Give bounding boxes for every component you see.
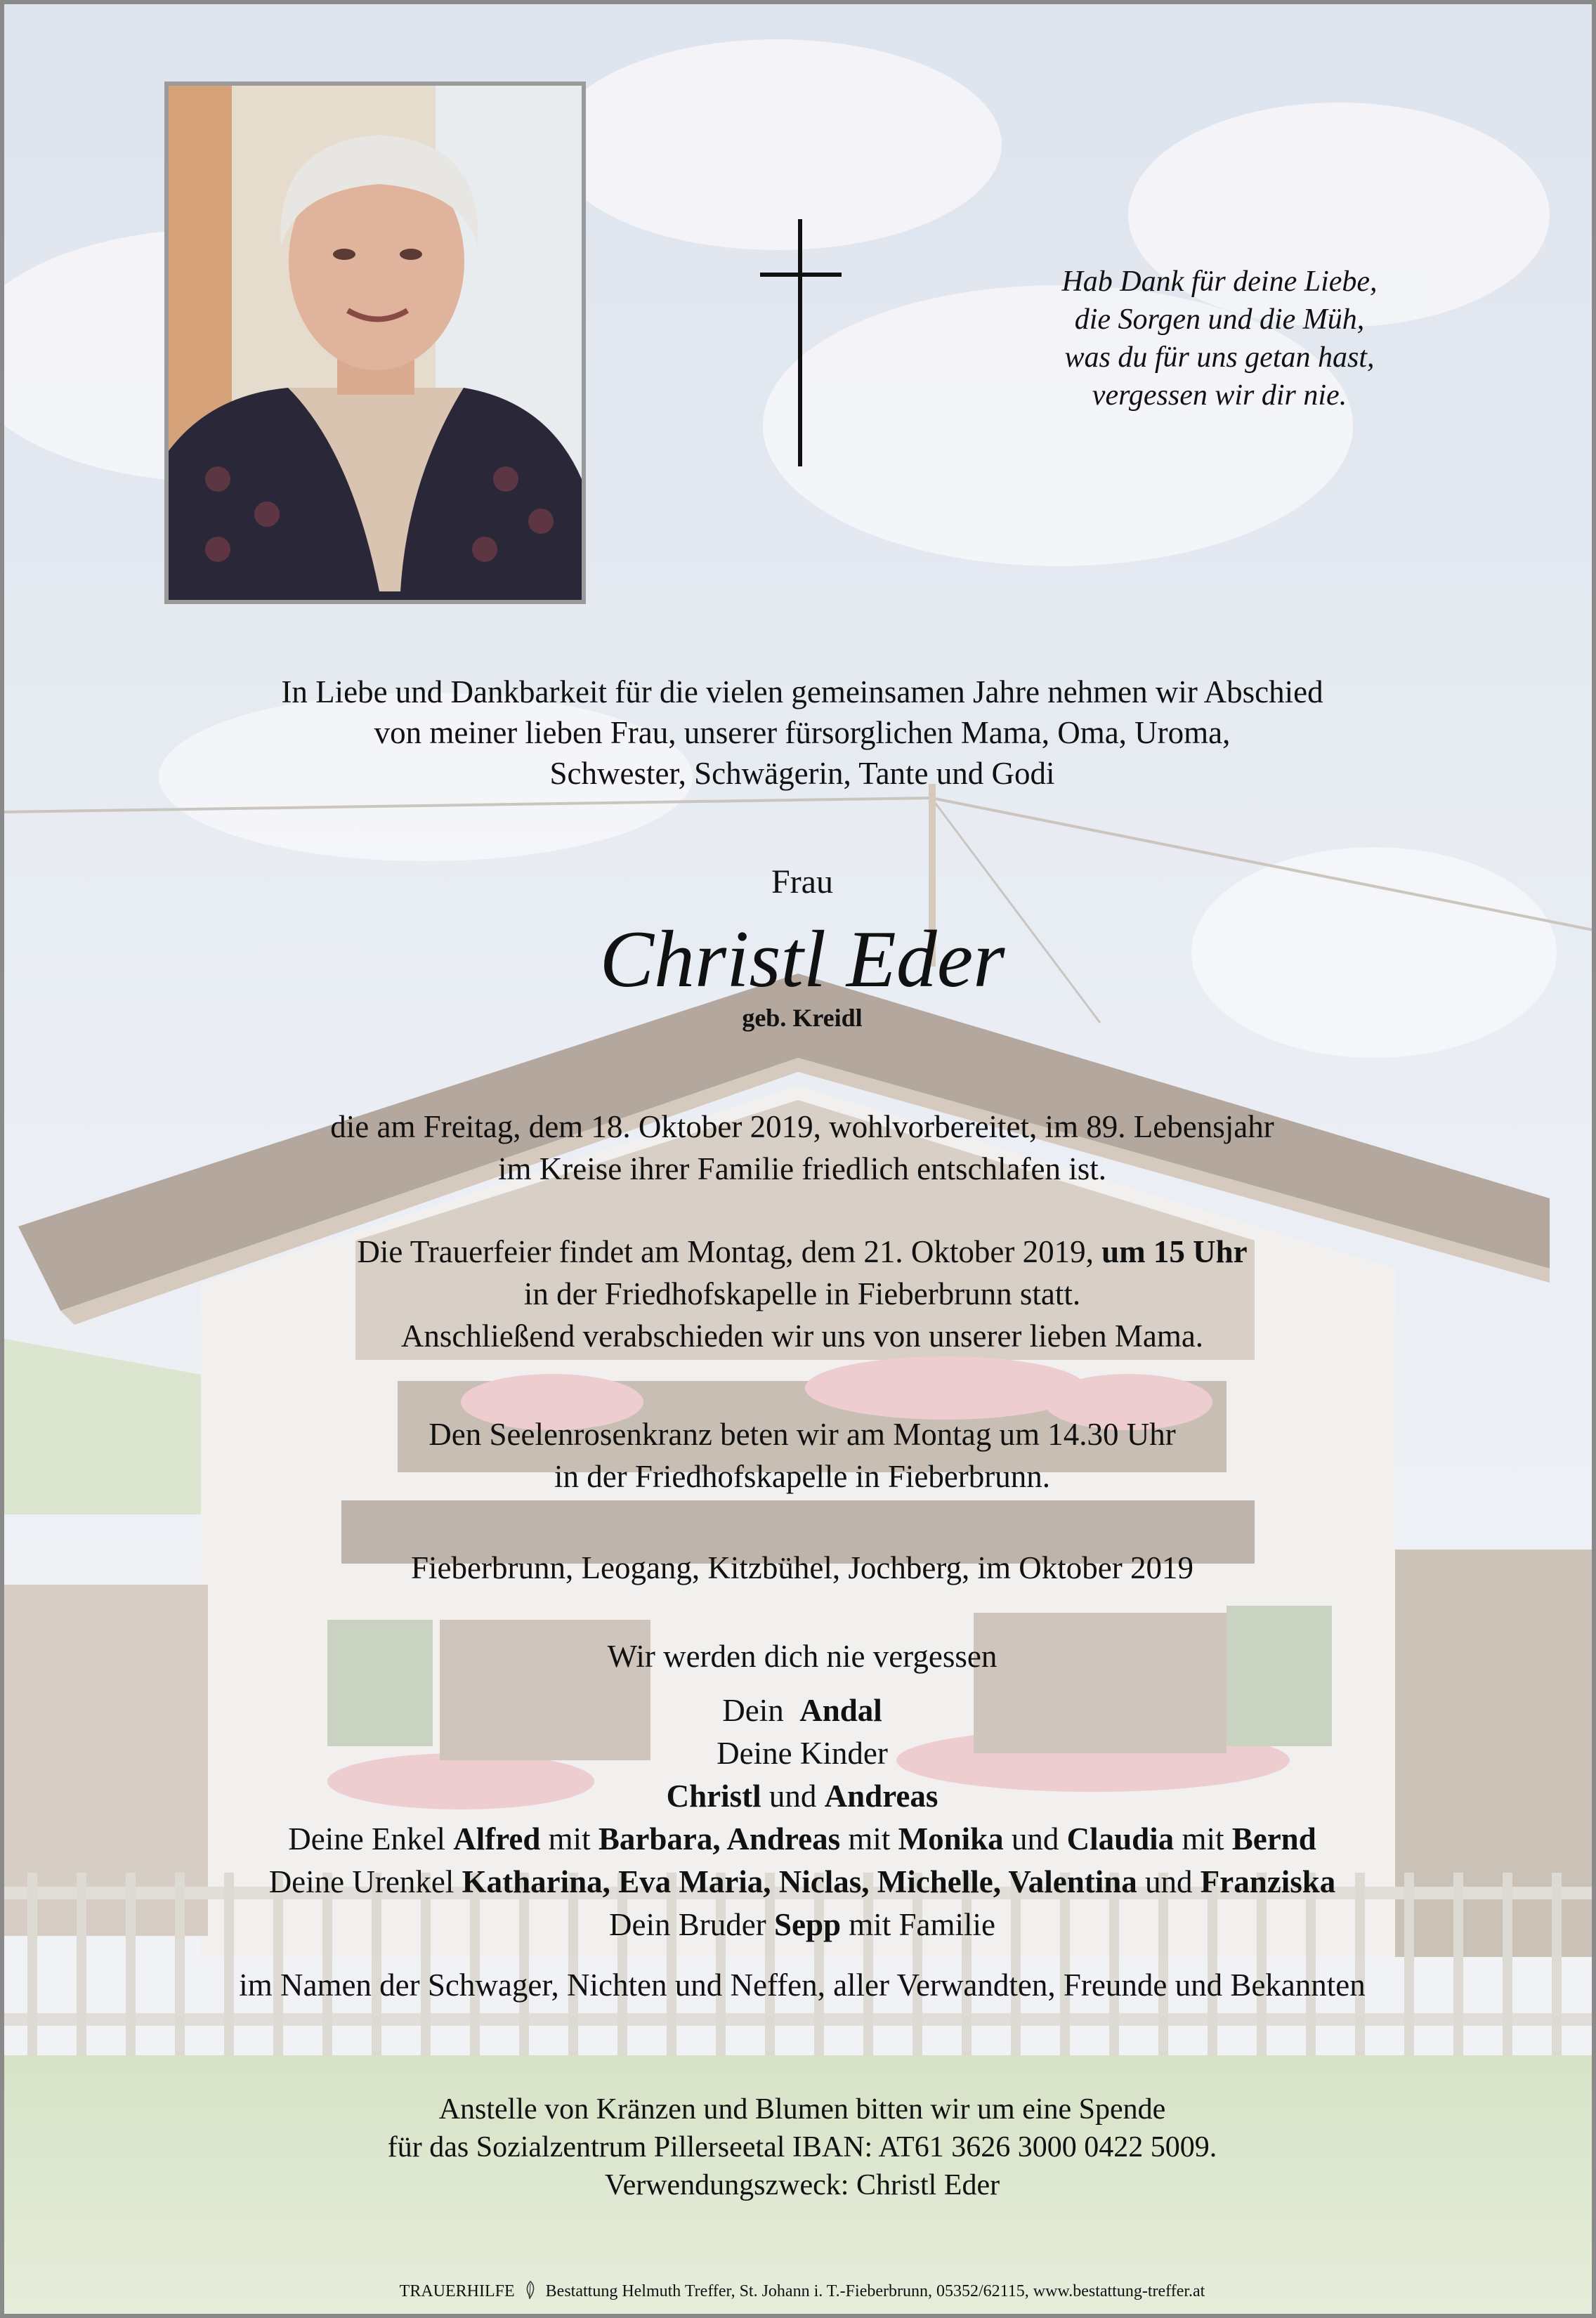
footer-text: Bestattung Helmuth Treffer, St. Johann i. T.-Fieberbrunn, 05352/62115, www.bestattung-treffer.at xyxy=(545,2282,1205,2300)
footer-label: TRAUERHILFE xyxy=(399,2282,515,2300)
family-list xyxy=(4,1635,1596,1946)
conjunction: und xyxy=(1145,1864,1193,1899)
great-grandchildren-label: Deine Urenkel xyxy=(268,1864,454,1899)
grandchildren-label: Deine Enkel xyxy=(288,1821,445,1857)
child-name: Christl xyxy=(666,1779,761,1814)
cross-icon xyxy=(760,219,842,466)
salutation: Frau xyxy=(771,863,833,901)
on-behalf-line: im Namen der Schwager, Nichten und Neffen, aller Verwandten, Freunde und Bekannten xyxy=(239,1967,1366,2003)
funeral-home-footer xyxy=(4,2280,1596,2303)
portrait-illustration xyxy=(169,86,582,600)
conjunction: mit xyxy=(848,1821,891,1857)
great-grandchildren-names: Katharina, Eva Maria, Niclas, Michelle, Valentina xyxy=(462,1864,1137,1899)
child-name: Andreas xyxy=(824,1779,938,1814)
spouse-name: Andal xyxy=(799,1693,882,1728)
funeral-line xyxy=(4,1231,1596,1273)
memorial-quote xyxy=(960,263,1479,414)
conjunction: und xyxy=(1011,1821,1059,1857)
death-line: im Kreise ihrer Familie friedlich entschlafen ist. xyxy=(498,1151,1106,1186)
great-grandchild-name: Franziska xyxy=(1200,1864,1336,1899)
brother-line xyxy=(4,1904,1596,1946)
children-line xyxy=(4,1775,1596,1818)
places-date: Fieberbrunn, Leogang, Kitzbühel, Jochberg, im Oktober 2019 xyxy=(411,1550,1193,1585)
death-notice xyxy=(4,1106,1596,1190)
spouse-label: Dein xyxy=(722,1693,784,1728)
family-intro: Wir werden dich nie vergessen xyxy=(607,1639,998,1674)
donation-line: Anstelle von Kränzen und Blumen bitten wir um eine Spende xyxy=(438,2093,1166,2126)
grandchildren-line xyxy=(4,1818,1596,1861)
quote-line: die Sorgen und die Müh, xyxy=(1074,303,1365,336)
feather-logo-icon xyxy=(523,2281,537,2299)
portrait-photo xyxy=(164,81,586,604)
obituary-content xyxy=(4,4,1596,2318)
conjunction: und xyxy=(768,1779,817,1814)
funeral-line: in der Friedhofskapelle in Fieberbrunn statt. xyxy=(523,1276,1081,1311)
intro-line: Schwester, Schwägerin, Tante und Godi xyxy=(549,756,1055,791)
funeral-line: Anschließend verabschieden wir uns von unserer lieben Mama. xyxy=(400,1318,1204,1354)
quote-line: vergessen wir dir nie. xyxy=(1092,379,1347,412)
rosary-info xyxy=(4,1413,1596,1498)
donation-line: für das Sozialzentrum Pillerseetal IBAN: AT61 3626 3000 0422 5009. xyxy=(387,2131,1217,2163)
grandchild-name: Alfred xyxy=(453,1821,541,1857)
grandchild-name: Monika xyxy=(898,1821,1004,1857)
death-line: die am Freitag, dem 18. Oktober 2019, wohlvorbereitet, im 89. Lebensjahr xyxy=(330,1109,1274,1144)
funeral-date-text: Die Trauerfeier findet am Montag, dem 21. Oktober 2019, xyxy=(357,1234,1094,1269)
quote-line: was du für uns getan hast, xyxy=(1064,341,1375,374)
intro-text xyxy=(4,672,1596,794)
intro-line: In Liebe und Dankbarkeit für die vielen gemeinsamen Jahre nehmen wir Abschied xyxy=(281,674,1323,709)
deceased-name: Christl Eder xyxy=(599,915,1005,1004)
funeral-info xyxy=(4,1231,1596,1357)
quote-line: Hab Dank für deine Liebe, xyxy=(1061,266,1378,298)
brother-suffix: mit Familie xyxy=(849,1907,995,1942)
maiden-name: geb. Kreidl xyxy=(742,1004,863,1032)
grandchild-name: Barbara, Andreas xyxy=(598,1821,841,1857)
children-label: Deine Kinder xyxy=(717,1736,888,1771)
intro-line: von meiner lieben Frau, unserer fürsorglichen Mama, Oma, Uroma, xyxy=(374,715,1231,750)
brother-name: Sepp xyxy=(773,1907,841,1942)
great-grandchildren-line xyxy=(4,1861,1596,1904)
rosary-line: in der Friedhofskapelle in Fieberbrunn. xyxy=(554,1459,1051,1494)
funeral-time: um 15 Uhr xyxy=(1101,1234,1248,1269)
conjunction: mit xyxy=(548,1821,591,1857)
donation-request xyxy=(4,2090,1596,2204)
grandchild-name: Claudia xyxy=(1066,1821,1175,1857)
donation-line: Verwendungszweck: Christl Eder xyxy=(604,2169,1000,2201)
conjunction: mit xyxy=(1182,1821,1224,1857)
rosary-line: Den Seelenrosenkranz beten wir am Montag um 14.30 Uhr xyxy=(429,1417,1176,1452)
grandchild-name: Bernd xyxy=(1231,1821,1316,1857)
brother-label: Dein Bruder xyxy=(609,1907,766,1942)
spouse-line xyxy=(4,1689,1596,1732)
